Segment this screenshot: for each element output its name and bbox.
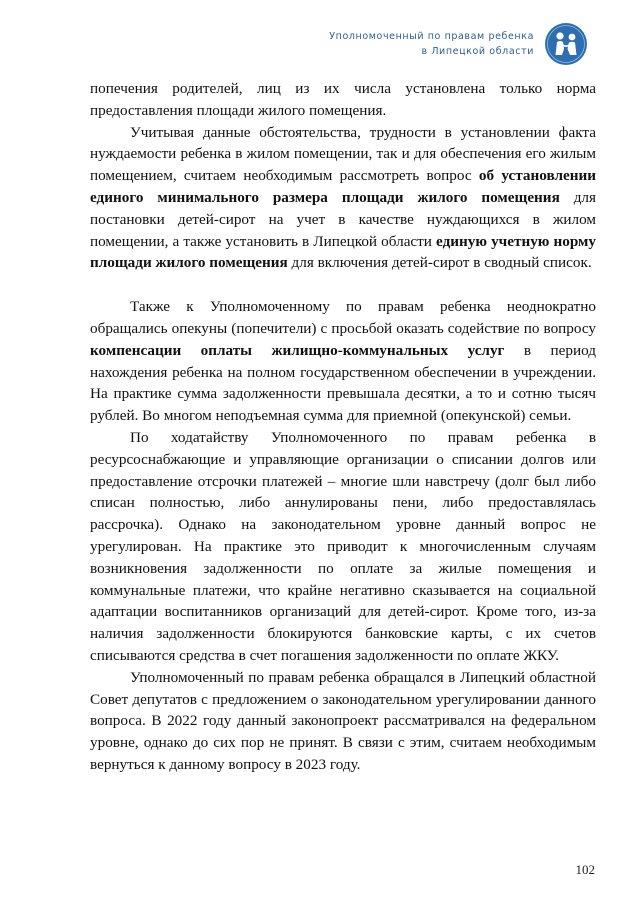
paragraph-2-text-1: Учитывая данные обстоятельства, трудности в установлении факта нуждаемости ребенка в жилом помещении, так и для обеспечения его жилым помещением, считаем необходимым рассмотреть вопрос (90, 123, 596, 185)
children-silhouette-logo-icon (544, 22, 588, 66)
paragraph-1: попечения родителей, лиц из их числа установлена только норма предоставления площади жилого помещения. (90, 80, 596, 119)
paragraph-3 (90, 296, 596, 427)
header-line-2: в Липецкой области (421, 46, 534, 57)
paragraph-4: По ходатайству Уполномоченного по правам ребенка в ресурсоснабжающие и управляющие организации о списании долгов или предоставление отсрочки платежей – многие шли навстречу (долг был либо списан полностью, либо аннулированы пени, либо предоставлялась рассрочка). Однако на законодательном уровне данный вопрос не урегулирован. На практике это приводит к многочисленным случаям возникновения задолженности по оплате за жилые помещения и коммунальные платежи, что крайне негативно сказывается на социальной адаптации воспитанников организаций для детей-сирот. Кроме того, из-за наличия задолженности блокируются банковские карты, с их счетов списываются средства в счет погашения задолженности по оплате ЖКУ. (90, 428, 596, 664)
paragraph-2-bold-2: единую учетную норму площади жилого помещения (90, 232, 596, 272)
paragraph-3-bold-1: компенсации оплаты жилищно-коммунальных услуг (90, 341, 505, 359)
paragraph-spacer (90, 274, 596, 296)
paragraph-2-bold-1: об установлении единого минимального размера площади жилого помещения (90, 167, 596, 206)
paragraph-2-text-2: для постановки детей-сирот на учет в качестве нуждающихся в жилом помещении, а также установить в Липецкой области (90, 188, 596, 250)
paragraph-5: Уполномоченный по правам ребенка обращался в Липецкий областной Совет депутатов с предложением о законодательном урегулировании данного вопроса. В 2022 году данный законопроект рассматривался на федеральном уровне, однако до сих пор не принят. В связи с этим, считаем необходимым вернуться к данному вопросу в 2023 году. (90, 668, 596, 773)
header-title (329, 29, 534, 59)
paragraph-3-text-1: Также к Уполномоченному по правам ребенка неоднократно обращались опекуны (попечители) с просьбой оказать содействие по вопросу (90, 298, 596, 337)
header-line-1: Уполномоченный по правам ребенка (329, 31, 534, 42)
paragraph-3-text-2: в период нахождения ребенка на полном государственном обеспечении в учреждении. На практике сумма задолженности превышала десятки, а то и сотню тысяч рублей. Во многом неподъемная сумма для приемной (опекунской) семьи. (90, 341, 596, 425)
page-number: 102 (575, 862, 595, 877)
page-header (329, 22, 588, 66)
paragraph-2 (90, 122, 596, 275)
document-body (90, 78, 596, 776)
paragraph-2-text-3: для включения детей-сирот в сводный список. (287, 254, 592, 272)
